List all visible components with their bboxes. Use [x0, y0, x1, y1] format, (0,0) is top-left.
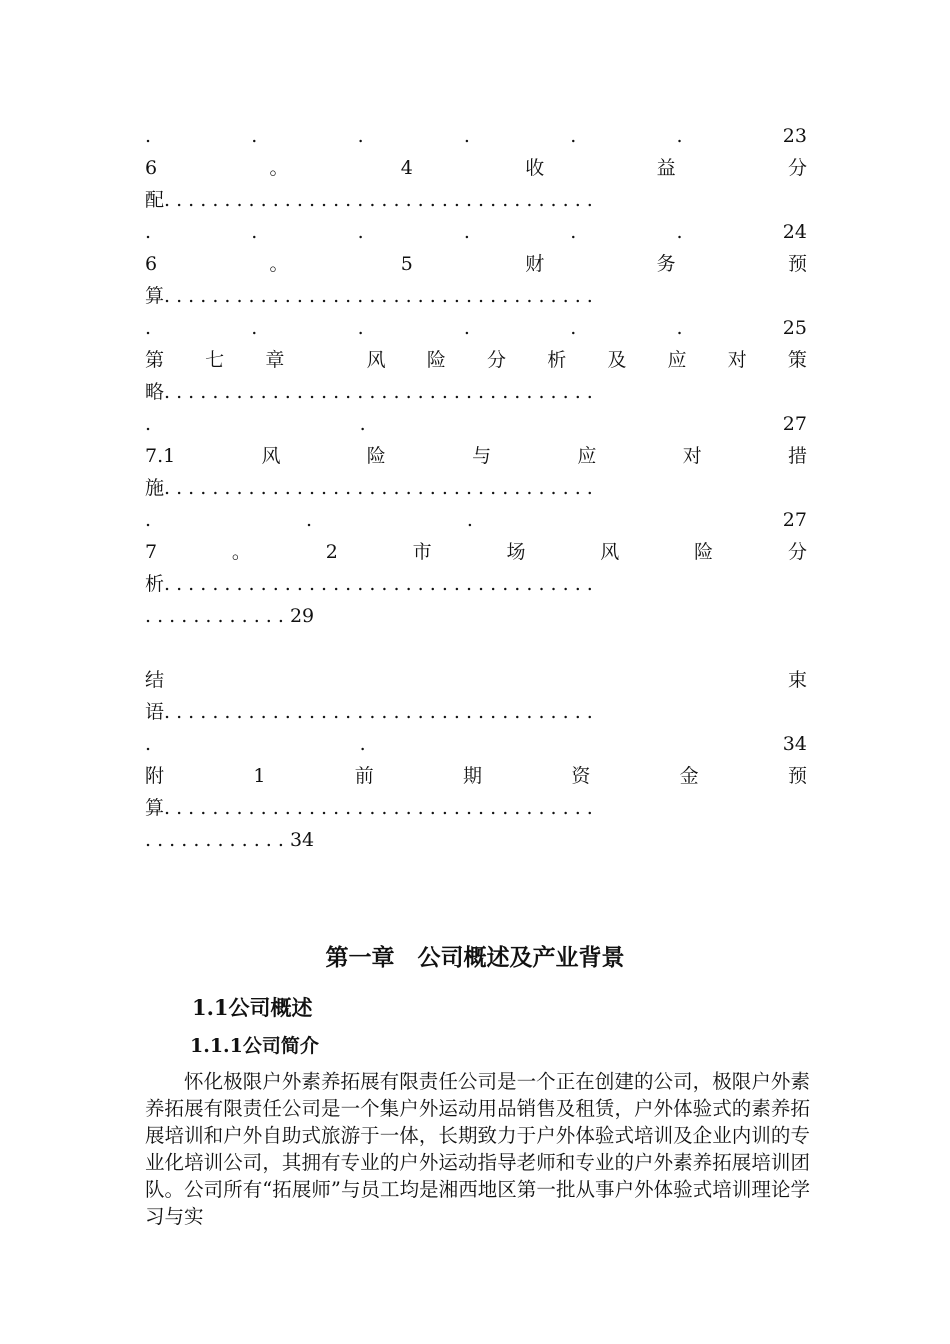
toc-cell: .: [145, 125, 152, 147]
toc-line: [145, 505, 807, 535]
toc-cell: 应: [667, 349, 687, 371]
toc-cell: 7.1: [145, 445, 176, 467]
subsection-title: 1.1.1公司简介: [190, 1035, 319, 1057]
toc-cell: 束: [787, 669, 807, 691]
toc-cell: 2: [325, 541, 338, 563]
toc-cell: 析: [547, 349, 567, 371]
toc-line: [145, 441, 807, 471]
toc-cell: 分: [487, 349, 507, 371]
toc-cell: 预: [787, 253, 807, 275]
toc-line: [145, 665, 807, 695]
toc-line: [145, 121, 807, 151]
toc-cell: 结: [145, 669, 165, 691]
toc-cell: .: [463, 317, 470, 339]
toc-cell: 场: [506, 541, 526, 563]
toc-cell: .: [251, 221, 258, 243]
toc-cell: 25: [782, 317, 807, 339]
toc-cell: .: [357, 317, 364, 339]
toc-cell: .: [676, 317, 683, 339]
toc-cell: 分: [787, 541, 807, 563]
toc-cell: 第: [145, 349, 165, 371]
toc-line: [145, 217, 807, 247]
toc-cell: .: [305, 509, 312, 531]
toc-text: 配. . . . . . . . . . . . . . . . . . . . . . . . . . . . . . . . . . . .: [145, 189, 593, 211]
toc-cell: 。: [231, 541, 251, 563]
toc-text: 析. . . . . . . . . . . . . . . . . . . . . . . . . . . . . . . . . . . .: [145, 573, 593, 595]
toc-cell: 七: [205, 349, 225, 371]
body-paragraph: 怀化极限户外素养拓展有限责任公司是一个正在创建的公司，极限户外素养拓展有限责任公司是一个集户外运动用品销售及租赁，户外体验式的素养拓展培训和户外自助式旅游于一体，长期致力于户外体验式培训及企业内训的专业化培训公司，其拥有专业的户外运动指导老师和专业的户外素养拓展培训团队。公司所有“拓展师”与员工均是湘西地区第一批从事户外体验式培训理论学习与实: [145, 1070, 810, 1228]
toc-text: 语. . . . . . . . . . . . . . . . . . . . . . . . . . . . . . . . . . . .: [145, 701, 593, 723]
toc-line: [145, 153, 807, 183]
toc-text: 施. . . . . . . . . . . . . . . . . . . . . . . . . . . . . . . . . . . .: [145, 477, 593, 499]
toc-cell: .: [359, 413, 366, 435]
toc-line: [145, 377, 807, 407]
toc-cell: 金: [679, 765, 699, 787]
toc-cell: 及: [607, 349, 627, 371]
toc-cell: .: [251, 317, 258, 339]
toc-cell: 前: [354, 765, 374, 787]
toc-line: [145, 281, 807, 311]
toc-line: [145, 729, 807, 759]
toc-line: [145, 409, 807, 439]
toc-cell: .: [570, 221, 577, 243]
toc-cell: .: [145, 221, 152, 243]
toc-cell: 24: [782, 221, 807, 243]
toc-cell: .: [145, 509, 152, 531]
toc-cell: .: [145, 733, 152, 755]
toc-cell: 收: [525, 157, 545, 179]
toc-line: [145, 345, 807, 375]
chapter-title: 第一章 公司概述及产业背景: [325, 944, 625, 971]
toc-cell: .: [357, 125, 364, 147]
toc-cell: 27: [782, 413, 807, 435]
toc-cell: 险: [694, 541, 714, 563]
toc-cell: 对: [727, 349, 747, 371]
toc-cell: 风: [366, 349, 386, 371]
toc-cell: 27: [782, 509, 807, 531]
toc-text: . . . . . . . . . . . . 34: [145, 829, 315, 851]
toc-cell: 与: [472, 445, 492, 467]
toc-cell: 策: [787, 349, 807, 371]
toc-line: [145, 313, 807, 343]
toc-cell: .: [570, 317, 577, 339]
toc-cell: 6: [145, 253, 158, 275]
toc-cell: 险: [426, 349, 446, 371]
section-title: 1.1公司概述: [192, 995, 313, 1020]
toc-cell: 市: [412, 541, 432, 563]
toc-line: [145, 185, 807, 215]
toc-cell: .: [359, 733, 366, 755]
toc-cell: 风: [261, 445, 281, 467]
toc-cell: 益: [656, 157, 676, 179]
toc-cell: .: [463, 221, 470, 243]
toc-cell: 附: [145, 765, 165, 787]
toc-cell: 应: [577, 445, 597, 467]
toc-cell: .: [466, 509, 473, 531]
toc-cell: 预: [787, 765, 807, 787]
toc-cell: 风: [600, 541, 620, 563]
toc-cell: .: [145, 317, 152, 339]
toc-cell: .: [463, 125, 470, 147]
toc-line: [145, 697, 807, 727]
toc-line: [145, 473, 807, 503]
toc-cell: 34: [782, 733, 807, 755]
toc-cell: 分: [787, 157, 807, 179]
toc-cell: .: [570, 125, 577, 147]
toc-cell: .: [676, 125, 683, 147]
toc-line: [145, 793, 807, 823]
toc-cell: 措: [787, 445, 807, 467]
toc-text: 略. . . . . . . . . . . . . . . . . . . . . . . . . . . . . . . . . . . .: [145, 381, 593, 403]
toc-line: [145, 537, 807, 567]
toc-cell: .: [251, 125, 258, 147]
toc-cell: 章: [265, 349, 285, 371]
toc-line: [145, 249, 807, 279]
toc-text: 算. . . . . . . . . . . . . . . . . . . . . . . . . . . . . . . . . . . .: [145, 285, 593, 307]
toc-cell: 期: [463, 765, 483, 787]
toc-cell: 5: [400, 253, 413, 275]
toc-cell: .: [676, 221, 683, 243]
toc-cell: .: [145, 413, 152, 435]
toc-cell: 7: [145, 541, 158, 563]
toc-cell: 1: [253, 765, 266, 787]
toc-cell: 23: [782, 125, 807, 147]
toc-cell: 6: [145, 157, 158, 179]
toc-text: . . . . . . . . . . . . 29: [145, 605, 315, 627]
toc-line: [145, 825, 807, 855]
toc-line: [145, 569, 807, 599]
toc-cell: 财: [525, 253, 545, 275]
toc-text: 算. . . . . . . . . . . . . . . . . . . . . . . . . . . . . . . . . . . .: [145, 797, 593, 819]
toc-cell: 。: [269, 253, 289, 275]
toc-cell: 险: [366, 445, 386, 467]
toc-cell: 。: [269, 157, 289, 179]
toc-line: [145, 761, 807, 791]
toc-cell: 资: [571, 765, 591, 787]
toc-cell: .: [357, 221, 364, 243]
toc-line: [145, 601, 807, 631]
toc-cell: 4: [400, 157, 413, 179]
toc-cell: 对: [682, 445, 702, 467]
toc-cell: 务: [656, 253, 676, 275]
